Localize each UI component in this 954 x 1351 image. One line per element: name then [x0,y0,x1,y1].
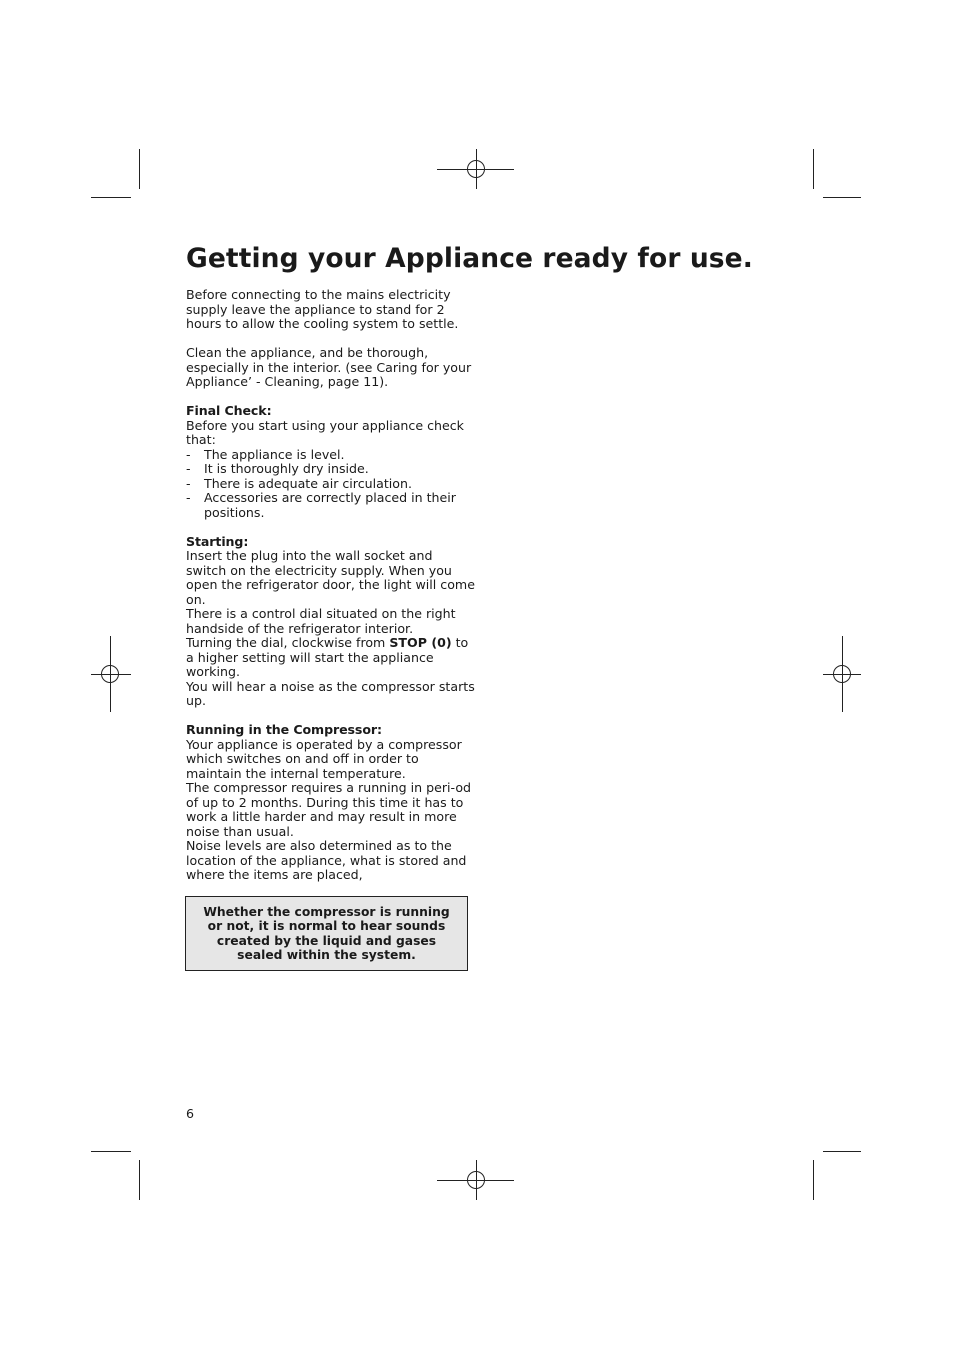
list-item: - Accessories are correctly placed in their positions. [186,490,456,520]
crop-mark [91,1151,131,1152]
starting-paragraph: There is a control dial situated on the right handside of the refrigerator interior. [186,606,456,636]
crop-mark [823,1151,861,1152]
crop-mark [91,197,131,198]
page-number: 6 [186,1106,195,1121]
registration-circle [467,1171,485,1189]
crop-mark [823,197,861,198]
registration-circle [101,665,119,683]
intro-paragraph: Clean the appliance, and be thorough, especially in the interior. (see Caring for your Appliance’ - Cleaning, page 11). [186,345,472,389]
starting-paragraph: Turning the dial, clockwise from STOP (0) to a higher setting will start the appliance working. [186,635,469,679]
body-column [186,288,476,883]
crop-mark [813,149,814,189]
page-title: Getting your Appliance ready for use. [186,243,753,274]
starting-paragraph: You will hear a noise as the compressor starts up. [186,678,475,708]
list-item: - It is thoroughly dry inside. [186,461,369,476]
final-check-lead: Before you start using your appliance check that: [186,417,464,447]
note-text: Whether the compressor is running or not, it is normal to hear sounds created by the liquid and gases sealed within the system. [203,904,450,962]
starting-heading: Starting: [186,533,249,549]
running-heading: Running in the Compressor: [186,722,382,737]
running-paragraph: Your appliance is operated by a compressor which switches on and off in order to maintain the internal temperature. [186,736,462,781]
intro-paragraph: Before connecting to the mains electricity supply leave the appliance to stand for 2 hours to allow the cooling system to settle. [186,287,459,331]
starting-paragraph: Insert the plug into the wall socket and switch on the electricity supply. When you open the refrigerator door, the light will come on. [186,548,475,607]
registration-circle [833,665,851,683]
list-item: - There is adequate air circulation. [186,475,412,491]
note-box [185,896,468,971]
final-check-heading: Final Check: [186,403,272,418]
final-check-list [186,448,476,521]
crop-mark [139,1160,140,1200]
crop-mark [139,149,140,189]
registration-circle [467,160,485,178]
stop-setting: STOP (0) [389,635,452,650]
crop-mark [813,1160,814,1200]
list-item: - The appliance is level. [186,446,345,462]
running-paragraph: Noise levels are also determined as to the location of the appliance, what is stored and where the items are placed, [186,838,467,882]
running-paragraph: The compressor requires a running in peri-od of up to 2 months. During this time it has to work a little harder and may result in more noise than usual. [186,780,472,839]
